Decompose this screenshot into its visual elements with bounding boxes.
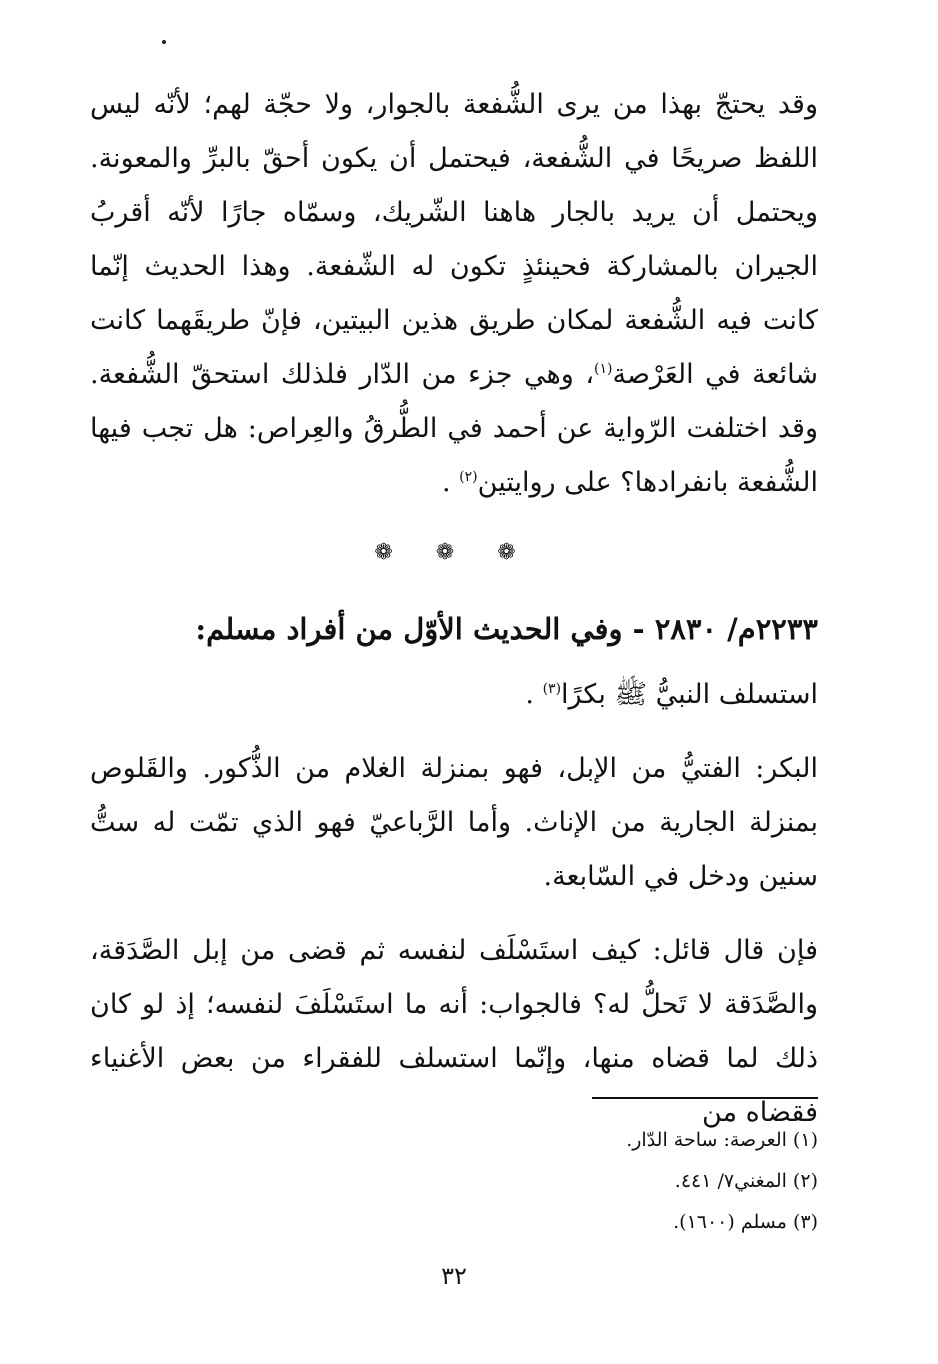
hadith-end: . [525, 679, 543, 710]
paragraph-1-end: . [442, 467, 460, 498]
paragraph-1-text: وقد يحتجّ بهذا من يرى الشُّفعة بالجوار، ولا حجّة لهم؛ لأنّه ليس اللفظ صريحًا في الشُّفعة، فيحتمل أن يكون أحقّ بالبرِّ والمعونة. ويحتمل أن يريد بالجار هاهنا الشّريك، وسمّاه جارًا لأنّه أقربُ الجيران بالمشاركة فحينئذٍ تكون له الشّفعة. وهذا الحديث إنّما كانت فيه الشُّفعة لمكان طريق هذين البيتين، فإنّ طريقَهما كانت شائعة في العَرْصة [90, 89, 818, 390]
footnote-ref-3[interactable]: (٣) [542, 681, 562, 697]
section-separator-flowers-icon: ❁ ❁ ❁ [374, 540, 534, 565]
footnote-divider [592, 1097, 818, 1099]
page-number: ٣٢ [441, 1262, 467, 1290]
hadith-body: استسلف النبيُّ ﷺ بكرًا [561, 679, 818, 710]
paragraph-1-continued: ، وهي جزء من الدّار فلذلك استحقّ الشُّفعة. وقد اختلفت الرّواية عن أحمد في الطُّرقُ والعِراص: هل تجب فيها الشُّفعة بانفرادها؟ على روايتين [90, 359, 818, 498]
paragraph-question: فإن قال قائل: كيف استَسْلَف لنفسه ثم قضى من إبل الصَّدَقة، والصَّدَقة لا تَحلُّ له؟ فالجواب: أنه ما استَسْلَفَ لنفسه؛ إذ لو كان ذلك لما قضاه منها، وإنّما استسلف للفقراء من بعض الأغنياء فقضاه من [90, 935, 818, 1128]
footnote-1: (١) العرصة: ساحة الدّار. [626, 1129, 818, 1151]
document-page [90, 0, 818, 1364]
paragraph-shufa [90, 78, 818, 510]
footnote-3: (٣) مسلم (١٦٠٠). [673, 1211, 818, 1233]
paragraph-bakr: البكر: الفتيُّ من الإبل، فهو بمنزلة الغلام من الذُّكور. والقَلوص بمنزلة الجارية من الإناث. وأما الرَّباعيّ فهو الذي تمّت له ستُّ سنين ودخل في السّابعة. [90, 753, 818, 892]
hadith-text [90, 670, 818, 720]
footnote-2: (٢) المغني٧/ ٤٤١. [674, 1170, 818, 1192]
hadith-heading: ٢٢٣٣م/ ٢٨٣٠ - وفي الحديث الأوّل من أفراد مسلم: [195, 612, 818, 646]
footnote-ref-2[interactable]: (٢) [459, 469, 478, 485]
footnotes [90, 1120, 818, 1243]
footnote-ref-1[interactable]: (١) [594, 361, 613, 377]
ink-dot [162, 40, 166, 44]
